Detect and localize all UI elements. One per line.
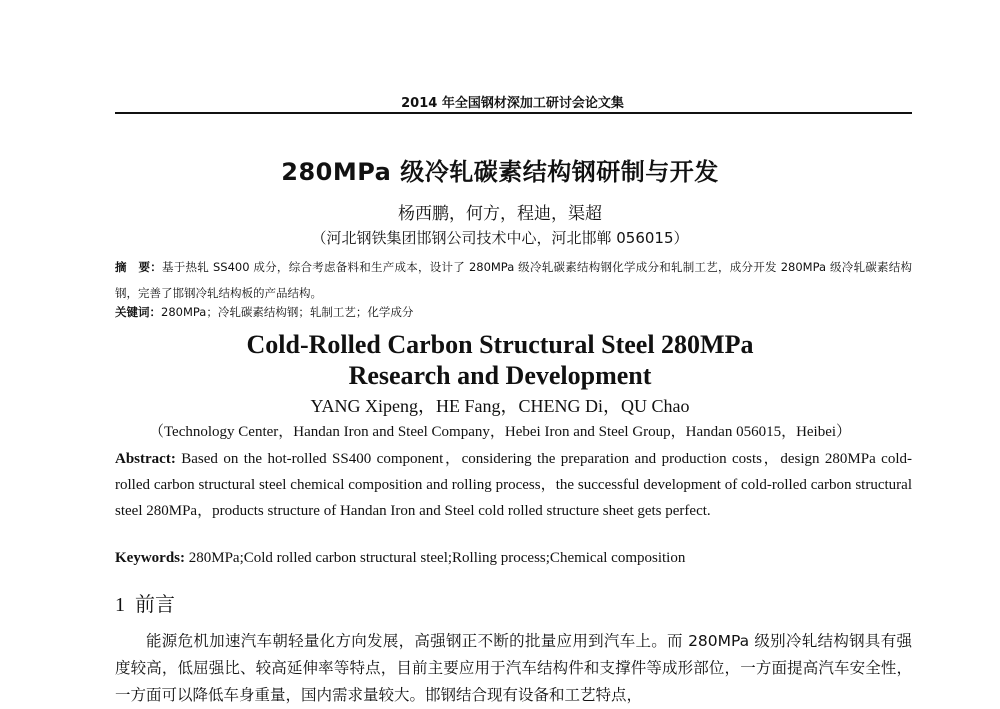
- english-title-line1: Cold-Rolled Carbon Structural Steel 280MPa: [246, 330, 754, 359]
- chinese-title: 280MPa 级冷轧碳素结构钢研制与开发: [281, 158, 719, 186]
- english-abstract-text: Based on the hot-rolled SS400 component，considering the preparation and production costs，design 280MPa cold-rolled carbon structural steel chemical composition and rolling process，the successful development of cold-rolled carbon structural steel 280MPa，products structure of Handan Iron and Steel cold rolled structure sheet gets perfect.: [115, 451, 912, 519]
- english-affiliation: （Technology Center，Handan Iron and Steel Company，Hebei Iron and Steel Group，Handan 056015，Heibei）: [148, 424, 852, 440]
- section-number: 1: [115, 594, 125, 616]
- chinese-abstract-label: 摘 要：: [115, 260, 163, 274]
- running-header: 2014 年全国钢材深加工研讨会论文集: [401, 96, 624, 111]
- chinese-keywords: [115, 304, 912, 320]
- chinese-authors: 杨西鹏，何方，程迪，渠超: [398, 204, 602, 224]
- chinese-abstract-text: 基于热轧 SS400 成分，综合考虑备料和生产成本，设计了 280MPa 级冷轧碳素结构钢化学成分和轧制工艺，成分开发 280MPa 级冷轧碳素结构钢，完善了邯钢冷轧结构板的产品结构。: [115, 260, 913, 300]
- chinese-keywords-text: 280MPa；冷轧碳素结构钢；轧制工艺；化学成分: [161, 305, 414, 319]
- chinese-keywords-label: 关键词：: [115, 305, 161, 319]
- english-title-line2: Research and Development: [348, 361, 652, 390]
- english-title: [0, 329, 1000, 391]
- chinese-affiliation: （河北钢铁集团邯钢公司技术中心，河北邯郸 056015）: [311, 229, 689, 247]
- english-abstract-label: Abstract:: [115, 451, 176, 467]
- english-keywords-label: Keywords:: [115, 550, 185, 566]
- english-keywords-text: 280MPa;Cold rolled carbon structural steel;Rolling process;Chemical composition: [185, 550, 686, 566]
- section-heading: [115, 588, 175, 617]
- english-abstract: [115, 446, 912, 524]
- english-authors: YANG Xipeng，HE Fang，CHENG Di，QU Chao: [310, 396, 690, 416]
- section-title: 前言: [135, 592, 175, 616]
- body-paragraph: 能源危机加速汽车朝轻量化方向发展，高强钢正不断的批量应用到汽车上。而 280MPa 级别冷轧结构钢具有强度较高，低屈强比、较高延伸率等特点，目前主要应用于汽车结构件和支撑件等成形部位，一方面提高汽车安全性，一方面可以降低车身重量，国内需求量较大。邯钢结合现有设备和工艺特点，: [115, 632, 912, 704]
- chinese-abstract: [115, 254, 912, 306]
- english-keywords: [115, 550, 912, 567]
- header-rule: [115, 112, 912, 114]
